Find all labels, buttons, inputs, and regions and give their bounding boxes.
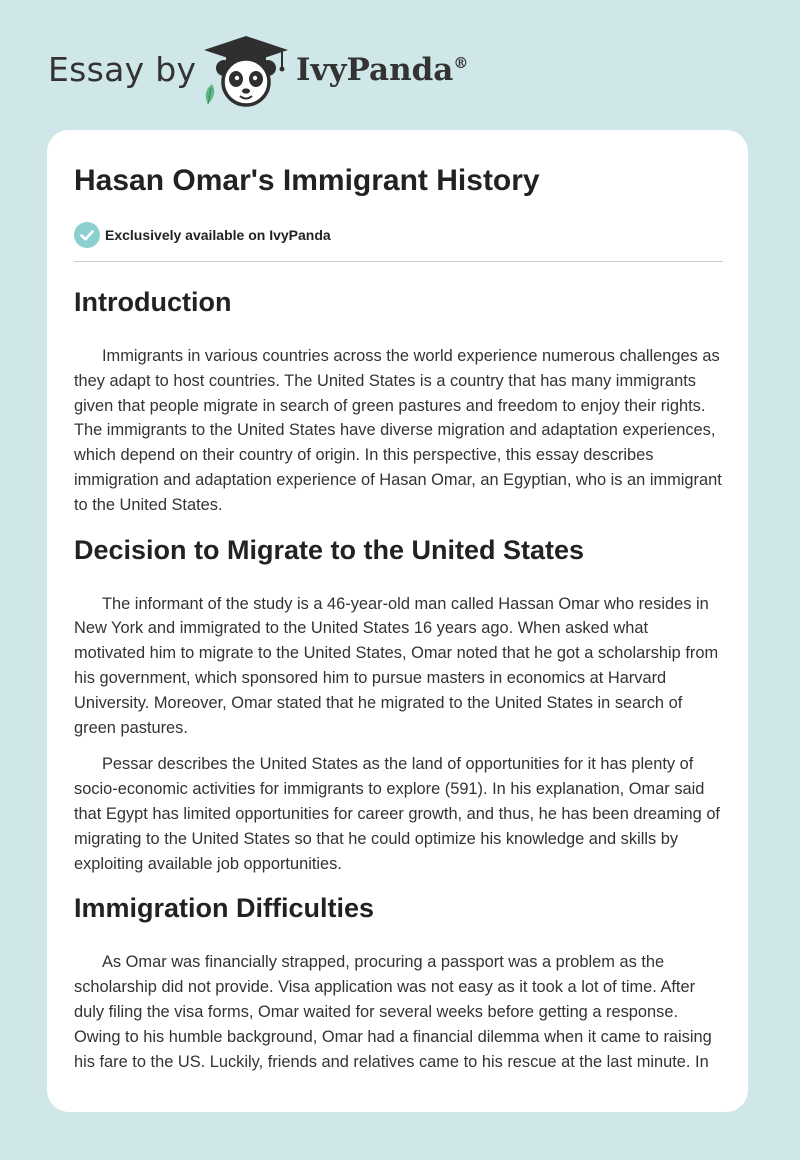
paragraph: The informant of the study is a 46-year-old man called Hassan Omar who resides in New York and immigrated to the United States 16 years ago. When asked what motivated him to migrate to the United States, Omar noted that he got a scholarship from his government, which sponsored him to pursue masters in economics at Harvard University. Moreover, Omar stated that he migrated to the United States in search of green pastures. <box>74 594 719 737</box>
site-header <box>0 0 800 130</box>
section-heading: Decision to Migrate to the United States <box>74 534 585 565</box>
essay-card <box>47 130 748 1112</box>
section-immigration-difficulties <box>74 888 723 1074</box>
section-heading: Introduction <box>74 287 232 317</box>
panda-graduation-cap-icon[interactable] <box>200 34 292 108</box>
brand-name[interactable]: IvyPanda® <box>296 52 469 88</box>
paragraph: As Omar was financially strapped, procuring a passport was a problem as the scholarship did not provide. Visa application was not easy as it took a lot of time. After duly filing the visa forms, Omar waited for several weeks before getting a response. Owing to his humble background, Omar had a financial dilemma when it came to raising his fare to the US. Luckily, friends and relatives came to his rescue at the last minute. In <box>74 953 712 1071</box>
badge-text: Exclusively available on IvyPanda <box>105 227 331 243</box>
section-decision-to-migrate <box>74 530 723 877</box>
paragraph: Pessar describes the United States as the land of opportunities for it has plenty of socio-economic activities for immigrants to explore (591). In his explanation, Omar said that Egypt has limited opportunities for career growth, and thus, he has been dreaming of migrating to the United States so that he could optimize his knowledge and skills by exploiting available job opportunities. <box>74 755 720 873</box>
essay-content <box>74 282 723 1074</box>
section-heading: Immigration Difficulties <box>74 893 375 924</box>
registered-mark: ® <box>453 54 469 72</box>
title-divider <box>74 261 723 262</box>
paragraph: Immigrants in various countries across the world experience numerous challenges as they adapt to host countries. The United States is a country that has many immigrants given that people migrate in search of green pastures and freedom to enjoy their rights. The immigrants to the United States have diverse migration and adaptation experiences, which depend on their country of origin. In this perspective, this essay describes immigration and adaptation experience of Hasan Omar, an Egyptian, who is an immigrant to the United States. <box>74 347 722 514</box>
section-introduction <box>74 282 723 518</box>
check-circle-icon <box>74 222 100 248</box>
exclusive-badge <box>74 222 331 248</box>
brand-prefix: Essay by <box>48 50 197 89</box>
page-title: Hasan Omar's Immigrant History <box>74 164 540 197</box>
